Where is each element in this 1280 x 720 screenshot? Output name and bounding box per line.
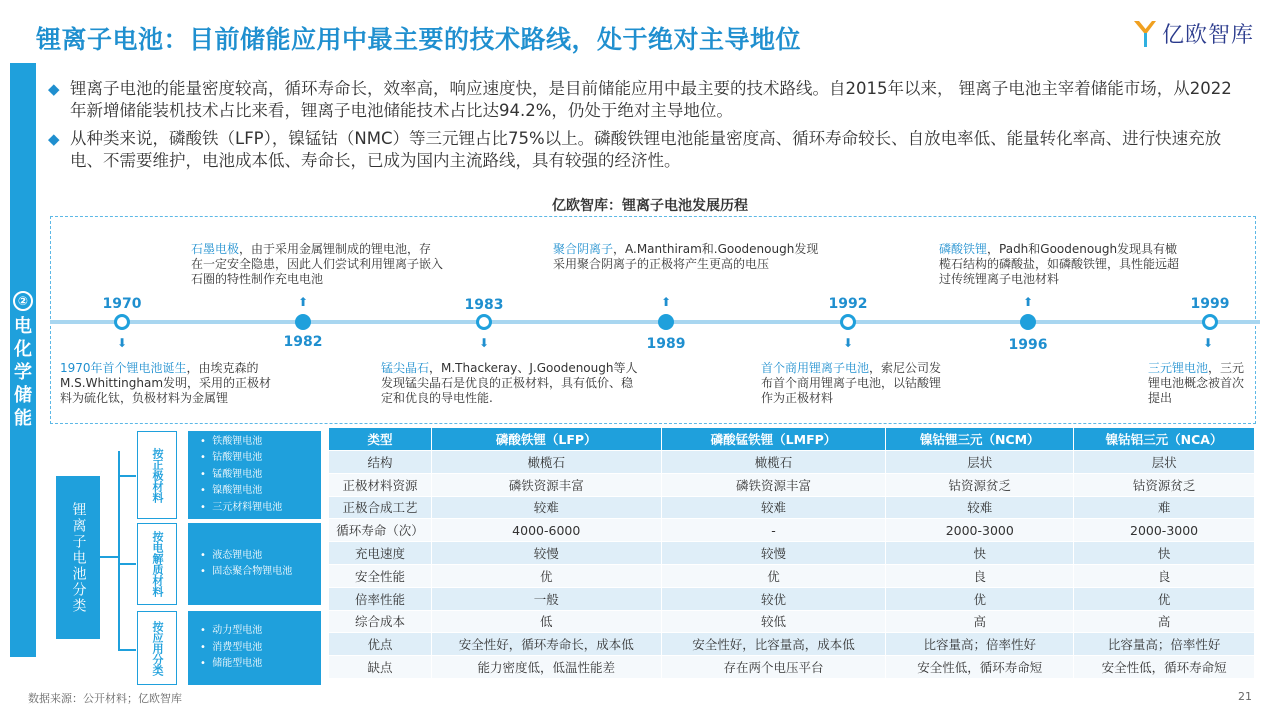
timeline-year: 1992 xyxy=(828,296,868,312)
list-item: • 储能型电池 xyxy=(200,658,263,670)
bullet-list xyxy=(48,78,1248,178)
arrow-down-icon: ⬇ xyxy=(116,336,128,350)
tree-connector xyxy=(118,649,136,651)
arrow-down-icon: ⬇ xyxy=(478,336,490,350)
table-row xyxy=(329,496,1255,519)
row-header-cell: 充电速度 xyxy=(329,542,432,565)
table-cell: 较慢 xyxy=(661,542,886,565)
table-cell: 安全性好，比容量高，成本低 xyxy=(661,633,886,656)
event-text: ，A.Manthiram和.Goodenough发现采用聚合阴离子的正极将产生更高的电压 xyxy=(553,242,819,271)
list-item: • 固态聚合物锂电池 xyxy=(200,566,293,577)
table-cell: 层状 xyxy=(886,451,1074,474)
timeline-title: 亿欧智库：锂离子电池发展历程 xyxy=(552,198,748,214)
table-cell: 优 xyxy=(431,564,661,587)
table-cell: 较难 xyxy=(431,496,661,519)
table-cell: 良 xyxy=(886,564,1074,587)
table-cell: 良 xyxy=(1074,564,1255,587)
event-text: ，索尼公司发布首个商用锂离子电池，以钴酸锂作为正极材料 xyxy=(761,361,942,405)
table-cell: 钴资源贫乏 xyxy=(1074,473,1255,496)
bullet-item xyxy=(48,78,1248,122)
arrow-up-icon: ⬆ xyxy=(660,295,672,309)
table-cell: 层状 xyxy=(1074,451,1255,474)
table-cell: 难 xyxy=(1074,496,1255,519)
table-cell: 优 xyxy=(661,564,886,587)
event-text: ，M.Thackeray、J.Goodenough等人发现锰尖晶石是优良的正极材料，具有低价、稳定和优良的导电性能. xyxy=(381,361,638,405)
table-cell: 一般 xyxy=(431,587,661,610)
section-char: 储 xyxy=(14,384,32,406)
list-item: • 液态锂电池 xyxy=(200,549,263,561)
classification-root xyxy=(56,476,100,639)
table-row xyxy=(329,519,1255,542)
classification-group-list xyxy=(188,523,321,605)
bullet-text: 从种类来说，磷酸铁（LFP），镍锰钴（NMC）等三元锂占比75%以上。磷酸铁锂电池能量密度高、循环寿命较长、自放电率低、能量转化率高、进行快速充放电、不需要维护，电池成本低、寿命长，已成为国内主流路线，具有较强的经济性。 xyxy=(70,129,1222,170)
timeline-event xyxy=(761,361,943,406)
event-text: ，三元锂电池概念被首次提出 xyxy=(1148,361,1245,405)
tree-connector xyxy=(118,451,120,651)
event-highlight: 锰尖晶石 xyxy=(381,361,430,375)
classification-group-list xyxy=(188,611,321,685)
event-highlight: 1970年首个锂电池诞生 xyxy=(60,361,187,375)
table-row xyxy=(329,451,1255,474)
event-highlight: 首个商用锂离子电池 xyxy=(761,361,870,375)
tree-connector xyxy=(100,556,118,558)
table-cell: 优 xyxy=(1074,587,1255,610)
table-row xyxy=(329,610,1255,633)
bullet-text: 锂离子电池的能量密度较高，循环寿命长，效率高，响应速度快，是目前储能应用中最主要的技术路线。自2015年以来， 锂离子电池主宰着储能市场，从2022年新增储能装机技术占比来看，锂离子电池储能技术占比达94.2%，仍处于绝对主导地位。 xyxy=(70,79,1232,120)
column-header: 类型 xyxy=(329,428,432,451)
table-row xyxy=(329,656,1255,679)
list-item: • 锰酸锂电池 xyxy=(200,468,263,480)
event-highlight: 磷酸铁锂 xyxy=(939,242,988,256)
table-cell: 安全性好，循环寿命长，成本低 xyxy=(431,633,661,656)
timeline-event xyxy=(60,361,282,406)
classification-group-label xyxy=(137,611,177,685)
classification-root-label: 锂离子电池分类 xyxy=(70,501,87,614)
event-text: ，由埃克森的M.S.Whittingham发明，采用的正极材料为硫化钛，负极材料为金属锂 xyxy=(60,361,272,405)
timeline-axis xyxy=(50,320,1260,324)
table-cell: 钴资源贫乏 xyxy=(886,473,1074,496)
table-cell: 橄榄石 xyxy=(431,451,661,474)
timeline-node xyxy=(1202,314,1218,330)
event-highlight: 聚合阴离子 xyxy=(553,242,614,256)
arrow-up-icon: ⬆ xyxy=(1022,295,1034,309)
timeline-node xyxy=(1020,314,1036,330)
table-cell: 低 xyxy=(431,610,661,633)
timeline-year: 1982 xyxy=(283,334,323,350)
section-char: 能 xyxy=(14,407,32,429)
arrow-down-icon: ⬇ xyxy=(1202,336,1214,350)
timeline-event xyxy=(1148,361,1246,406)
logo xyxy=(1132,18,1254,49)
table-cell: 橄榄石 xyxy=(661,451,886,474)
row-header-cell: 安全性能 xyxy=(329,564,432,587)
timeline-year: 1996 xyxy=(1008,337,1048,353)
battery-comparison-table xyxy=(328,427,1255,679)
event-text: ，由于采用金属锂制成的锂电池，存在一定安全隐患，因此人们尝试利用锂离子嵌入石圈的特性制作充电电池 xyxy=(191,242,444,286)
table-header-row xyxy=(329,428,1255,451)
logo-text: 亿欧智库 xyxy=(1161,23,1254,48)
timeline-event xyxy=(939,242,1189,287)
event-highlight: 三元锂电池 xyxy=(1148,361,1209,375)
section-side-bar xyxy=(10,63,36,657)
page-number: 21 xyxy=(1238,690,1252,703)
timeline-node xyxy=(114,314,130,330)
table-cell: 4000-6000 xyxy=(431,519,661,542)
timeline-node xyxy=(295,314,311,330)
table-cell: 磷铁资源丰富 xyxy=(661,473,886,496)
arrow-up-icon: ⬆ xyxy=(297,295,309,309)
table-cell: 较难 xyxy=(661,496,886,519)
list-item: • 消费型电池 xyxy=(200,641,263,653)
table-cell: 能力密度低，低温性能差 xyxy=(431,656,661,679)
table-cell: 比容量高；倍率性好 xyxy=(886,633,1074,656)
row-header-cell: 优点 xyxy=(329,633,432,656)
column-header: 磷酸锰铁锂（LMFP） xyxy=(661,428,886,451)
table-cell: 较慢 xyxy=(431,542,661,565)
table-cell: 2000-3000 xyxy=(886,519,1074,542)
arrow-down-icon: ⬇ xyxy=(842,336,854,350)
table-cell: - xyxy=(661,519,886,542)
page-title: 锂离子电池：目前储能应用中最主要的技术路线，处于绝对主导地位 xyxy=(36,25,802,54)
row-header-cell: 正极材料资源 xyxy=(329,473,432,496)
section-char: 化 xyxy=(14,338,32,360)
tree-connector xyxy=(118,475,136,477)
row-header-cell: 综合成本 xyxy=(329,610,432,633)
list-item: • 钴酸锂电池 xyxy=(200,452,263,464)
table-cell: 快 xyxy=(886,542,1074,565)
timeline-year: 1999 xyxy=(1190,296,1230,312)
table-row xyxy=(329,473,1255,496)
group-label-text: 按正极材料 xyxy=(151,447,164,503)
timeline-year: 1983 xyxy=(464,297,504,313)
table-cell: 2000-3000 xyxy=(1074,519,1255,542)
column-header: 镍钴锂三元（NCM） xyxy=(886,428,1074,451)
diamond-bullet-icon: ◆ xyxy=(48,80,60,98)
list-item: • 三元材料锂电池 xyxy=(200,501,283,513)
classification-group-list xyxy=(188,431,321,519)
event-highlight: 石墨电极 xyxy=(191,242,240,256)
timeline-node xyxy=(658,314,674,330)
section-char: 学 xyxy=(14,361,32,383)
timeline-year: 1970 xyxy=(102,296,142,312)
table-cell: 较低 xyxy=(661,610,886,633)
group-label-text: 按电解质材料 xyxy=(151,531,164,597)
tree-connector xyxy=(118,563,136,565)
table-row xyxy=(329,633,1255,656)
table-cell: 快 xyxy=(1074,542,1255,565)
table-row xyxy=(329,587,1255,610)
list-item: • 镍酸锂电池 xyxy=(200,485,263,497)
table-cell: 优 xyxy=(886,587,1074,610)
timeline-node xyxy=(476,314,492,330)
table-cell: 高 xyxy=(1074,610,1255,633)
table-cell: 较优 xyxy=(661,587,886,610)
section-char: 电 xyxy=(14,315,32,337)
row-header-cell: 倍率性能 xyxy=(329,587,432,610)
group-label-text: 按应用分类 xyxy=(151,620,164,676)
timeline-node xyxy=(840,314,856,330)
diamond-bullet-icon: ◆ xyxy=(48,130,60,148)
classification-group-label xyxy=(137,523,177,605)
table-cell: 高 xyxy=(886,610,1074,633)
row-header-cell: 循环寿命（次） xyxy=(329,519,432,542)
section-number: ② xyxy=(13,291,33,311)
row-header-cell: 正极合成工艺 xyxy=(329,496,432,519)
table-cell: 存在两个电压平台 xyxy=(661,656,886,679)
table-cell: 安全性低，循环寿命短 xyxy=(886,656,1074,679)
table-cell: 安全性低，循环寿命短 xyxy=(1074,656,1255,679)
list-item: • 铁酸锂电池 xyxy=(200,435,263,447)
timeline-year: 1989 xyxy=(646,336,686,352)
yiou-logo-icon xyxy=(1132,19,1158,49)
column-header: 磷酸铁锂（LFP） xyxy=(431,428,661,451)
table-cell: 比容量高；倍率性好 xyxy=(1074,633,1255,656)
classification-group-label xyxy=(137,431,177,519)
timeline-event xyxy=(553,242,825,272)
table-row xyxy=(329,564,1255,587)
event-text: ，Padh和Goodenough发现具有橄榄石结构的磷酸盐，如磷酸铁锂，具性能远超过传统锂离子电池材料 xyxy=(939,242,1180,286)
table-row xyxy=(329,542,1255,565)
row-header-cell: 结构 xyxy=(329,451,432,474)
bullet-item xyxy=(48,128,1248,172)
data-source: 数据来源：公开材料；亿欧智库 xyxy=(28,692,182,705)
table-cell: 较难 xyxy=(886,496,1074,519)
list-item: • 动力型电池 xyxy=(200,625,263,637)
timeline-event xyxy=(381,361,643,406)
timeline-event xyxy=(191,242,443,287)
row-header-cell: 缺点 xyxy=(329,656,432,679)
column-header: 镍钴铝三元（NCA） xyxy=(1074,428,1255,451)
table-cell: 磷铁资源丰富 xyxy=(431,473,661,496)
